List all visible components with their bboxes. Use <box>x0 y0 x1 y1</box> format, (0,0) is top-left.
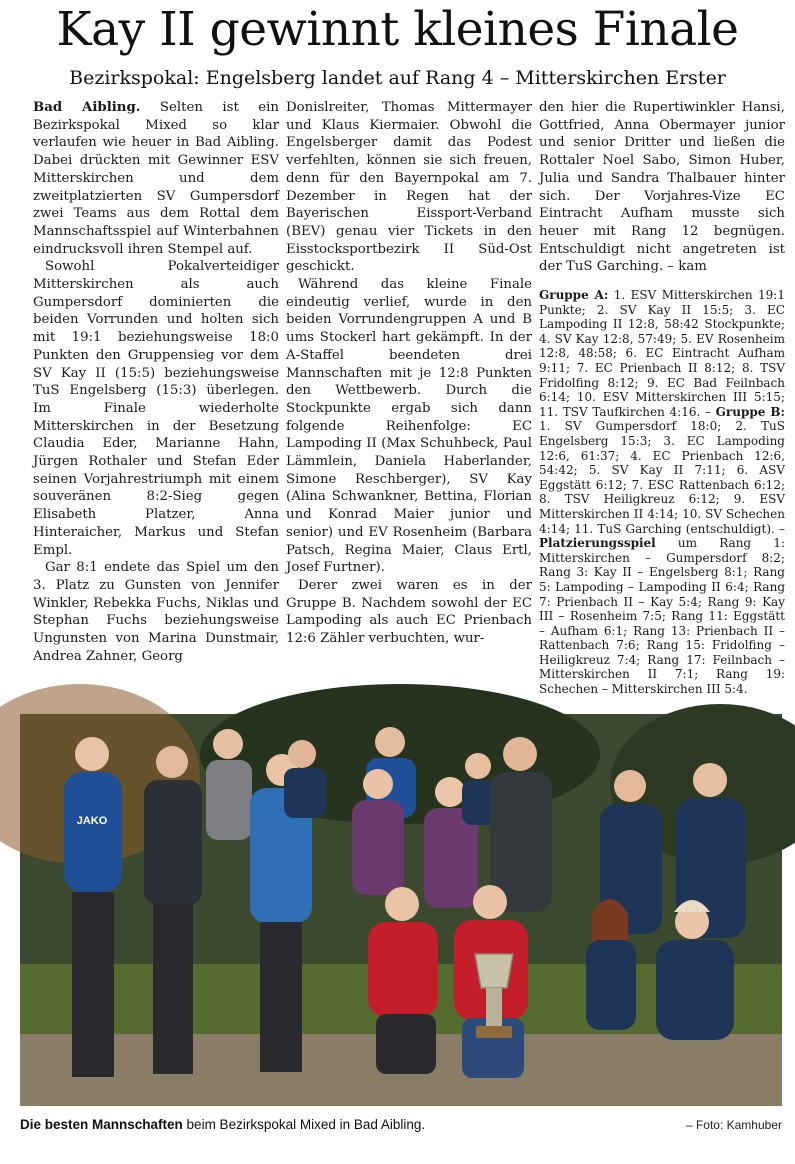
group-a-label: Gruppe A: <box>539 288 609 303</box>
paragraph: Bad Aibling. Selten ist ein Bezirkspokal Mixed so klar verlaufen wie heuer in Bad Aibling. Dabei drückten mit Gewinner ESV Mitterskirchen und dem zweitplatzierten SV Gumpersdorf zwei Teams aus dem Rottal dem Mannschaftsspiel auf Winterbahnen eindrucksvoll ihren Stempel auf. <box>33 100 279 257</box>
group-b-results: 1. SV Gumpersdorf 18:0; 2. TuS Engelsberg 15:3; 3. EC Lampoding 12:6, 61:37; 4. EC Prienbach 12:6, 54:42; 5. SV Kay II 7:11; 6. ASV Eggstätt 6:12; 7. ESC Rattenbach 6:12; 8. TSV Heiligkreuz 6:12; 9. ESV Mitterskirchen II 4:14; 10. SV Schechen 4:14; 11. TuS Garching (entschuldigt). – <box>539 419 785 536</box>
article-column-1 <box>33 99 279 691</box>
team-photo <box>20 714 782 1106</box>
group-b-label: Gruppe B: <box>715 404 785 419</box>
caption-bold: Die besten Mannschaften <box>20 1117 183 1132</box>
placement-label: Platzierungsspiel <box>539 536 656 551</box>
placement-results: um Rang 1: Mitterskirchen – Gumpersdorf 8:2; Rang 3: Kay II – Engelsberg 8:1; Rang 5: Lampoding – Lampoding II 6:4; Rang 7: Prienbach II – Kay 5:4; Rang 9: Kay III – Rosenheim 7:5; Rang 11: Eggstätt – Aufham 6:1; Rang 13: Prienbach II – Rattenbach 7:6; Rang 15: Fridolfing – Heiligkreuz 7:4; Rang 17: Feilnbach – Mitterskirchen II 7:1; Rang 19: Schechen – Mitterskirchen III 5:4. <box>539 536 785 697</box>
dateline: Bad Aibling. <box>33 100 141 115</box>
paragraph: Gar 8:1 endete das Spiel um den 3. Platz zu Gunsten von Jennifer Winkler, Rebekka Fuchs, Niklas und Stephan Fuchs beziehungsweise Ungunsten von Marina Dunstmair, Andrea Zahner, Georg <box>33 560 279 664</box>
article-column-3 <box>539 99 785 697</box>
photo-credit: – Foto: Kamhuber <box>685 1118 782 1132</box>
person <box>64 737 122 1077</box>
subheadline: Bezirkspokal: Engelsberg landet auf Rang 4 – Mitterskirchen Erster <box>69 67 726 89</box>
paragraph: Donislreiter, Thomas Mittermayer und Klaus Kiermaier. Obwohl die Engelsberger damit das Podest verfehlten, können sie sich freuen, denn für den Bayernpokal am 7. Dezember in Regen hat der Bayerischen Eissport-Verband (BEV) genau vier Tickets in den Eisstocksportbezirk II Süd-Ost geschickt. <box>286 100 532 275</box>
group-a-results: 1. ESV Mitterskirchen 19:1 Punkte; 2. SV Kay II 15:5; 3. EC Lampoding II 12:8, 58:42 Stockpunkte; 4. SV Kay 12:8, 57:49; 5. EV Rosenheim 12:8, 48:58; 6. EC Eintracht Aufham 9:11; 7. EC Prienbach II 8:12; 8. TSV Fridolfing 8:12; 9. EC Bad Feilnbach 6:14; 10. ESV Mitterskirchen III 5:15; 11. TSV Taufkirchen 4:16. – <box>539 288 785 419</box>
paragraph: Derer zwei waren es in der Gruppe B. Nachdem sowohl der EC Lampoding als auch EC Prienbach 12:6 Zähler verbuchten, wur- <box>286 577 532 647</box>
paragraph: Sowohl Pokalverteidiger Mitterskirchen als auch Gumpersdorf dominierten die beiden Vorrunden und holten sich mit 19:1 beziehungsweise 18:0 Punkten den Gruppensieg vor dem SV Kay II (15:5) beziehungsweise TuS Engelsberg (15:3) überlegen. Im Finale wiederholte Mitterskirchen in der Besetzung Claudia Eder, Marianne Hahn, Jürgen Rothaler und Stefan Eder seinen Vorjahrestriumph mit einem souveränen 8:2-Sieg gegen Elisabeth Platzer, Anna Hinteraicher, Markus und Stefan Empl. <box>33 259 279 558</box>
team-photo-illustration <box>20 714 782 1106</box>
paragraph: den hier die Rupertiwinkler Hansi, Gottfried, Anna Obermayer junior und senior Dritter und ließen die Rottaler Noel Sabo, Simon Huber, Julia und Sandra Thalbauer hinter sich. Der Vorjahres-Vize EC Eintracht Aufham musste sich heuer mit Rang 12 begnügen. Entschuldigt nicht angetreten ist der TuS Garching. – kam <box>539 100 785 275</box>
article-column-2 <box>286 99 532 691</box>
jersey-logo: JAKO <box>76 815 108 827</box>
photo-caption <box>20 1116 782 1134</box>
paragraph: Während das kleine Finale eindeutig verlief, wurde in den beiden Vorrundengruppen A und B ums Stockerl hart gekämpft. In der A-Staffel beendeten drei Mannschaften mit je 12:8 Punkten den Wettbewerb. Durch die Stockpunkte ergab sich dann folgende Reihenfolge: EC Lampoding II (Max Schuhbeck, Paul Lämmlein, Daniela Haberlander, Simone Reschberger), SV Kay (Alina Schwankner, Bettina, Florian und Konrad Maier junior und senior) und EV Rosenheim (Barbara Patsch, Regina Maier, Claus Ertl, Josef Furtner). <box>286 277 532 576</box>
results-block <box>539 288 785 697</box>
headline: Kay II gewinnt kleines Finale <box>56 2 739 57</box>
caption-text: beim Bezirkspokal Mixed in Bad Aibling. <box>182 1117 426 1132</box>
